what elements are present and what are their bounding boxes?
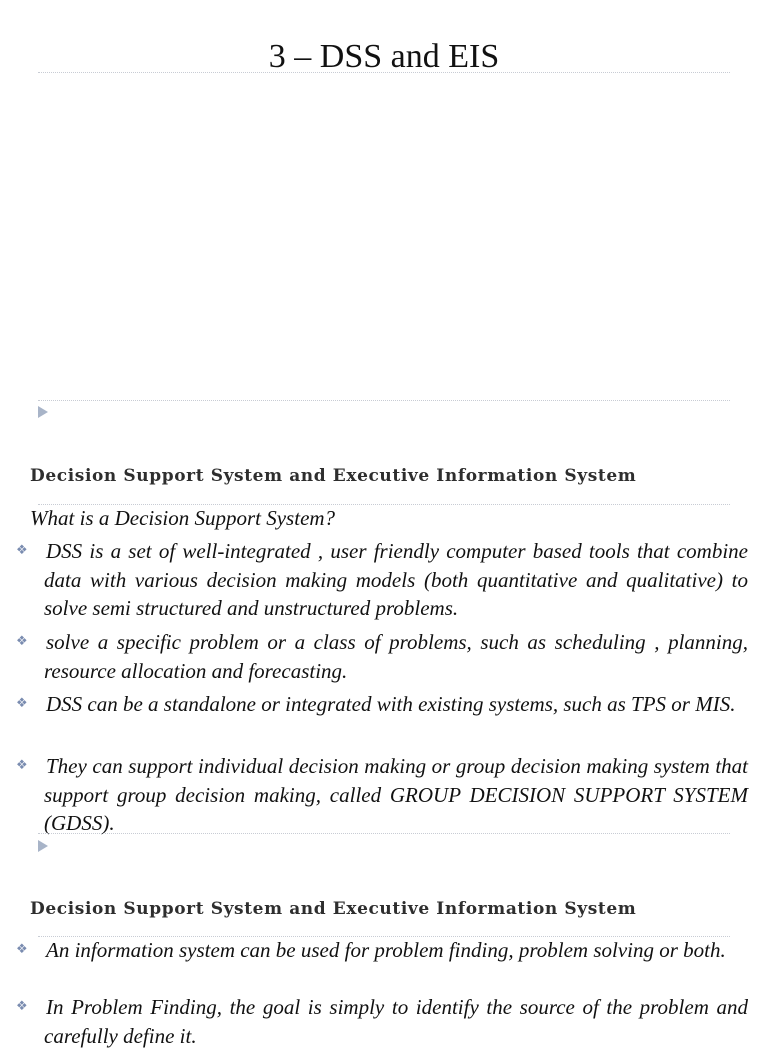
diamond-bullet-icon: ❖ — [16, 998, 28, 1013]
diamond-bullet-icon: ❖ — [16, 542, 28, 557]
diamond-bullet-icon: ❖ — [16, 757, 28, 772]
bullet-item: ❖ DSS is a set of well-integrated , user friendly computer based tools that combine data with various decision making models (both quantitative and qualitative) to solve semi structured and unstructured problems. — [30, 536, 748, 623]
diamond-bullet-icon: ❖ — [16, 695, 28, 710]
slide-divider — [38, 833, 730, 834]
section-heading: Decision Support System and Executive Information System — [30, 466, 637, 486]
bullet-item: ❖ They can support individual decision making or group decision making system that support group decision making, called GROUP DECISION SUPPORT SYSTEM (GDSS). — [30, 751, 748, 838]
slide-marker-icon — [38, 840, 48, 852]
bullet-item: ❖ In Problem Finding, the goal is simply to identify the source of the problem and carefully define it. — [30, 992, 748, 1050]
bullet-item: ❖ An information system can be used for problem finding, problem solving or both. — [30, 935, 748, 965]
question-text: What is a Decision Support System? — [30, 506, 336, 530]
diamond-bullet-icon: ❖ — [16, 633, 28, 648]
slide-title: 3 – DSS and EIS — [268, 38, 500, 75]
section-heading: Decision Support System and Executive Information System — [30, 899, 637, 919]
slide-marker-icon — [38, 406, 48, 418]
slide-divider — [38, 400, 730, 401]
title-divider — [38, 72, 730, 73]
bullet-item: ❖ DSS can be a standalone or integrated with existing systems, such as TPS or MIS. — [30, 689, 748, 719]
bullet-item: ❖ solve a specific problem or a class of problems, such as scheduling , planning, resource allocation and forecasting. — [30, 627, 748, 685]
diamond-bullet-icon: ❖ — [16, 941, 28, 956]
